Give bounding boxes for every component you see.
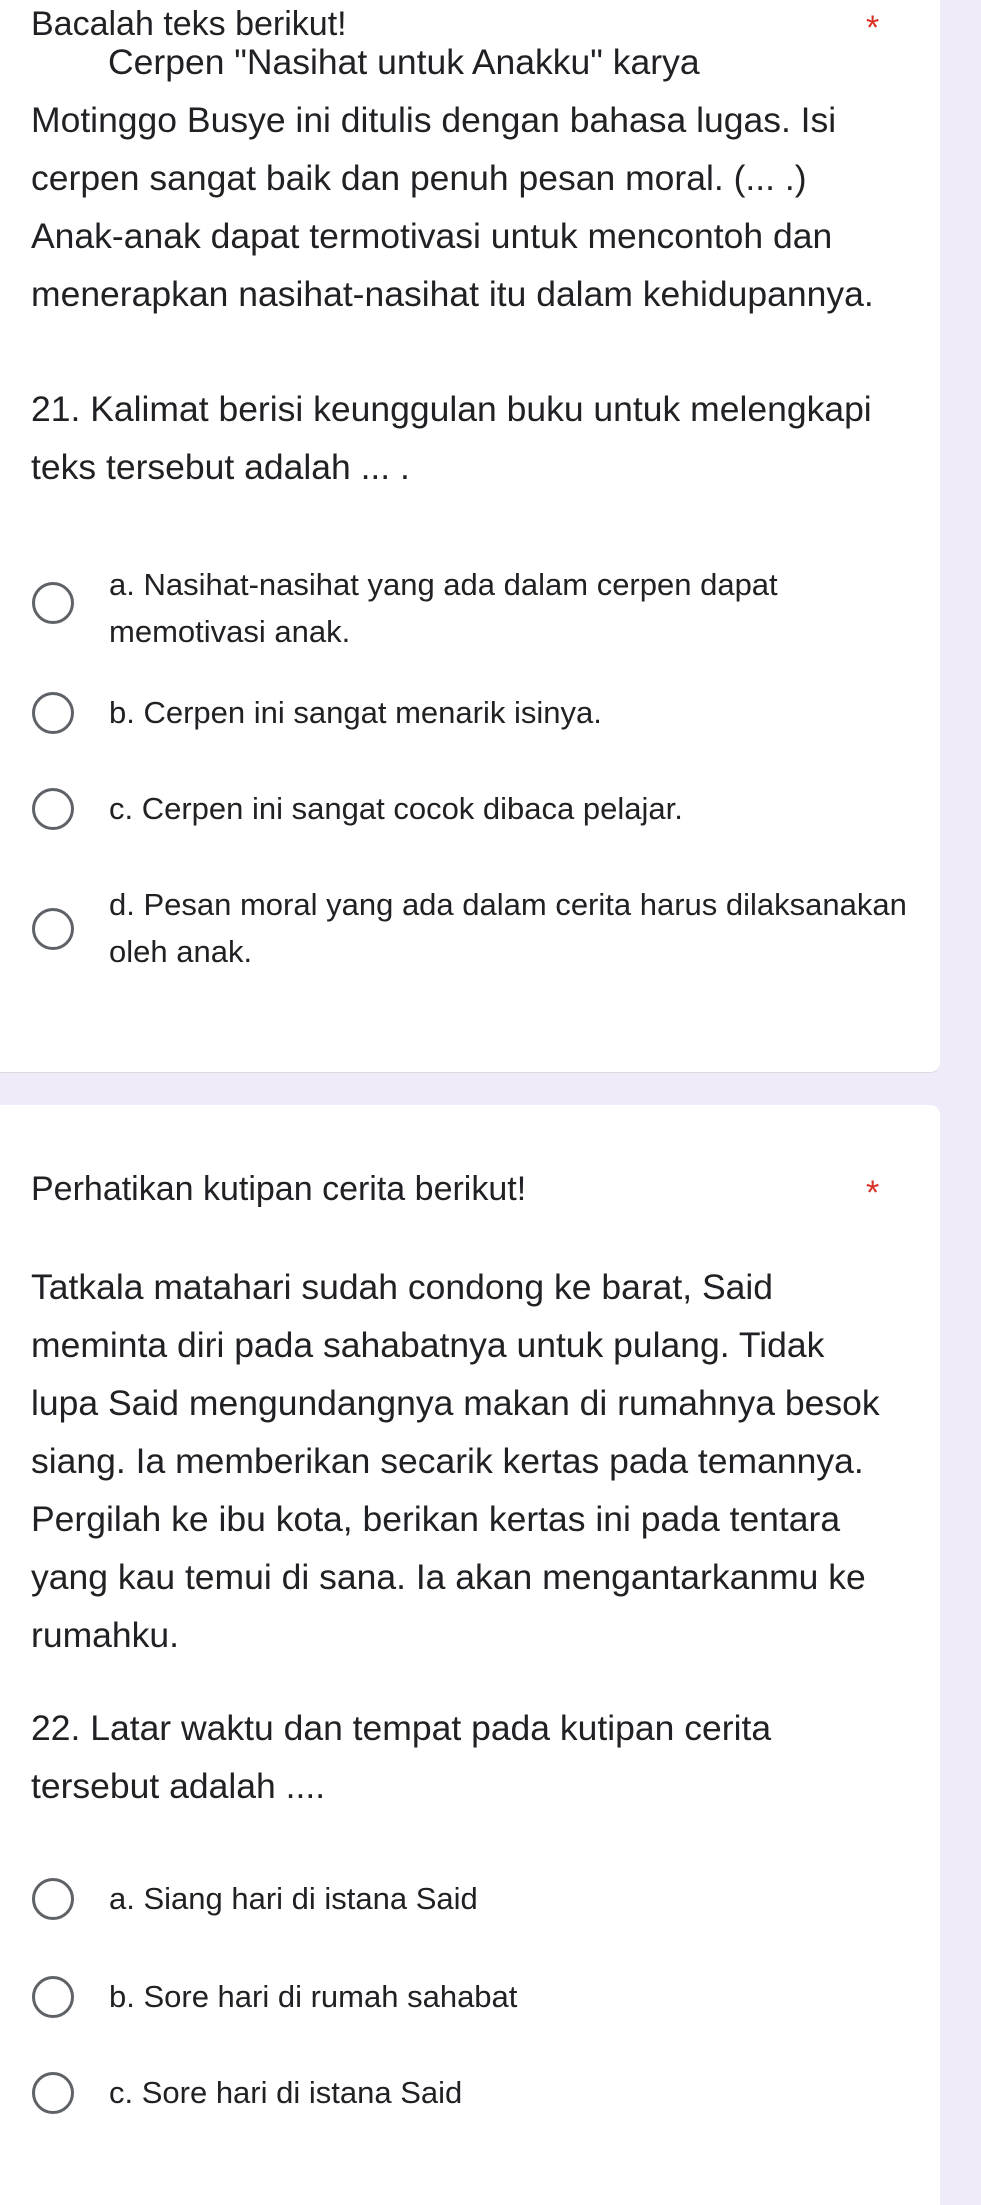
- radio-button[interactable]: [32, 582, 74, 624]
- question-card-22: [0, 1105, 940, 2205]
- question-22-passage: Tatkala matahari sudah condong ke barat, Said meminta diri pada sahabatnya untuk pulang. Tidak lupa Said mengundangnya makan di rumahnya besok siang. Ia memberikan secarik kertas pada temannya. Pergilah ke ibu kota, berikan kertas ini pada tentara yang kau temui di sana. Ia akan mengantarkanmu ke rumahku.: [31, 1267, 880, 1655]
- option-21-d[interactable]: [31, 884, 911, 969]
- option-label: c. Sore hari di istana Said: [109, 2075, 463, 2110]
- question-card-21: [0, 0, 940, 1073]
- radio-button[interactable]: [32, 908, 74, 950]
- option-21-a[interactable]: [31, 563, 911, 649]
- question-21-text: 21. Kalimat berisi keunggulan buku untuk melengkapi teks tersebut adalah ... .: [31, 389, 872, 487]
- option-label: a. Siang hari di istana Said: [109, 1881, 478, 1916]
- option-label: a. Nasihat-nasihat yang ada dalam cerpen dapat memotivasi anak.: [109, 567, 778, 649]
- required-asterisk: *: [866, 1174, 880, 1212]
- passage-body: Motinggo Busye ini ditulis dengan bahasa lugas. Isi cerpen sangat baik dan penuh pesan moral. (... .) Anak-anak dapat termotivasi untuk mencontoh dan menerapkan nasihat-nasihat itu dalam kehidupannya.: [31, 100, 874, 314]
- question-21-passage: [31, 33, 891, 323]
- option-label: c. Cerpen ini sangat cocok dibaca pelajar.: [109, 791, 683, 826]
- radio-button[interactable]: [32, 2072, 74, 2114]
- option-22-a[interactable]: [31, 1878, 911, 1958]
- question-22-text: 22. Latar waktu dan tempat pada kutipan cerita tersebut adalah ....: [31, 1708, 772, 1806]
- radio-button[interactable]: [32, 1976, 74, 2018]
- radio-button[interactable]: [32, 692, 74, 734]
- required-asterisk: *: [866, 9, 880, 47]
- question-21-instruction: Bacalah teks berikut!: [31, 5, 347, 43]
- option-22-c[interactable]: [31, 2072, 911, 2152]
- option-label: b. Cerpen ini sangat menarik isinya.: [109, 695, 602, 730]
- radio-button[interactable]: [32, 1878, 74, 1920]
- passage-first-line: Cerpen "Nasihat untuk Anakku" karya: [108, 42, 700, 82]
- option-22-b[interactable]: [31, 1976, 911, 2056]
- option-label: b. Sore hari di rumah sahabat: [109, 1979, 518, 2014]
- option-21-b[interactable]: [31, 692, 911, 772]
- radio-button[interactable]: [32, 788, 74, 830]
- option-21-c[interactable]: [31, 788, 911, 868]
- option-label: d. Pesan moral yang ada dalam cerita harus dilaksanakan oleh anak.: [109, 887, 907, 969]
- question-22-instruction: Perhatikan kutipan cerita berikut!: [31, 1170, 527, 1208]
